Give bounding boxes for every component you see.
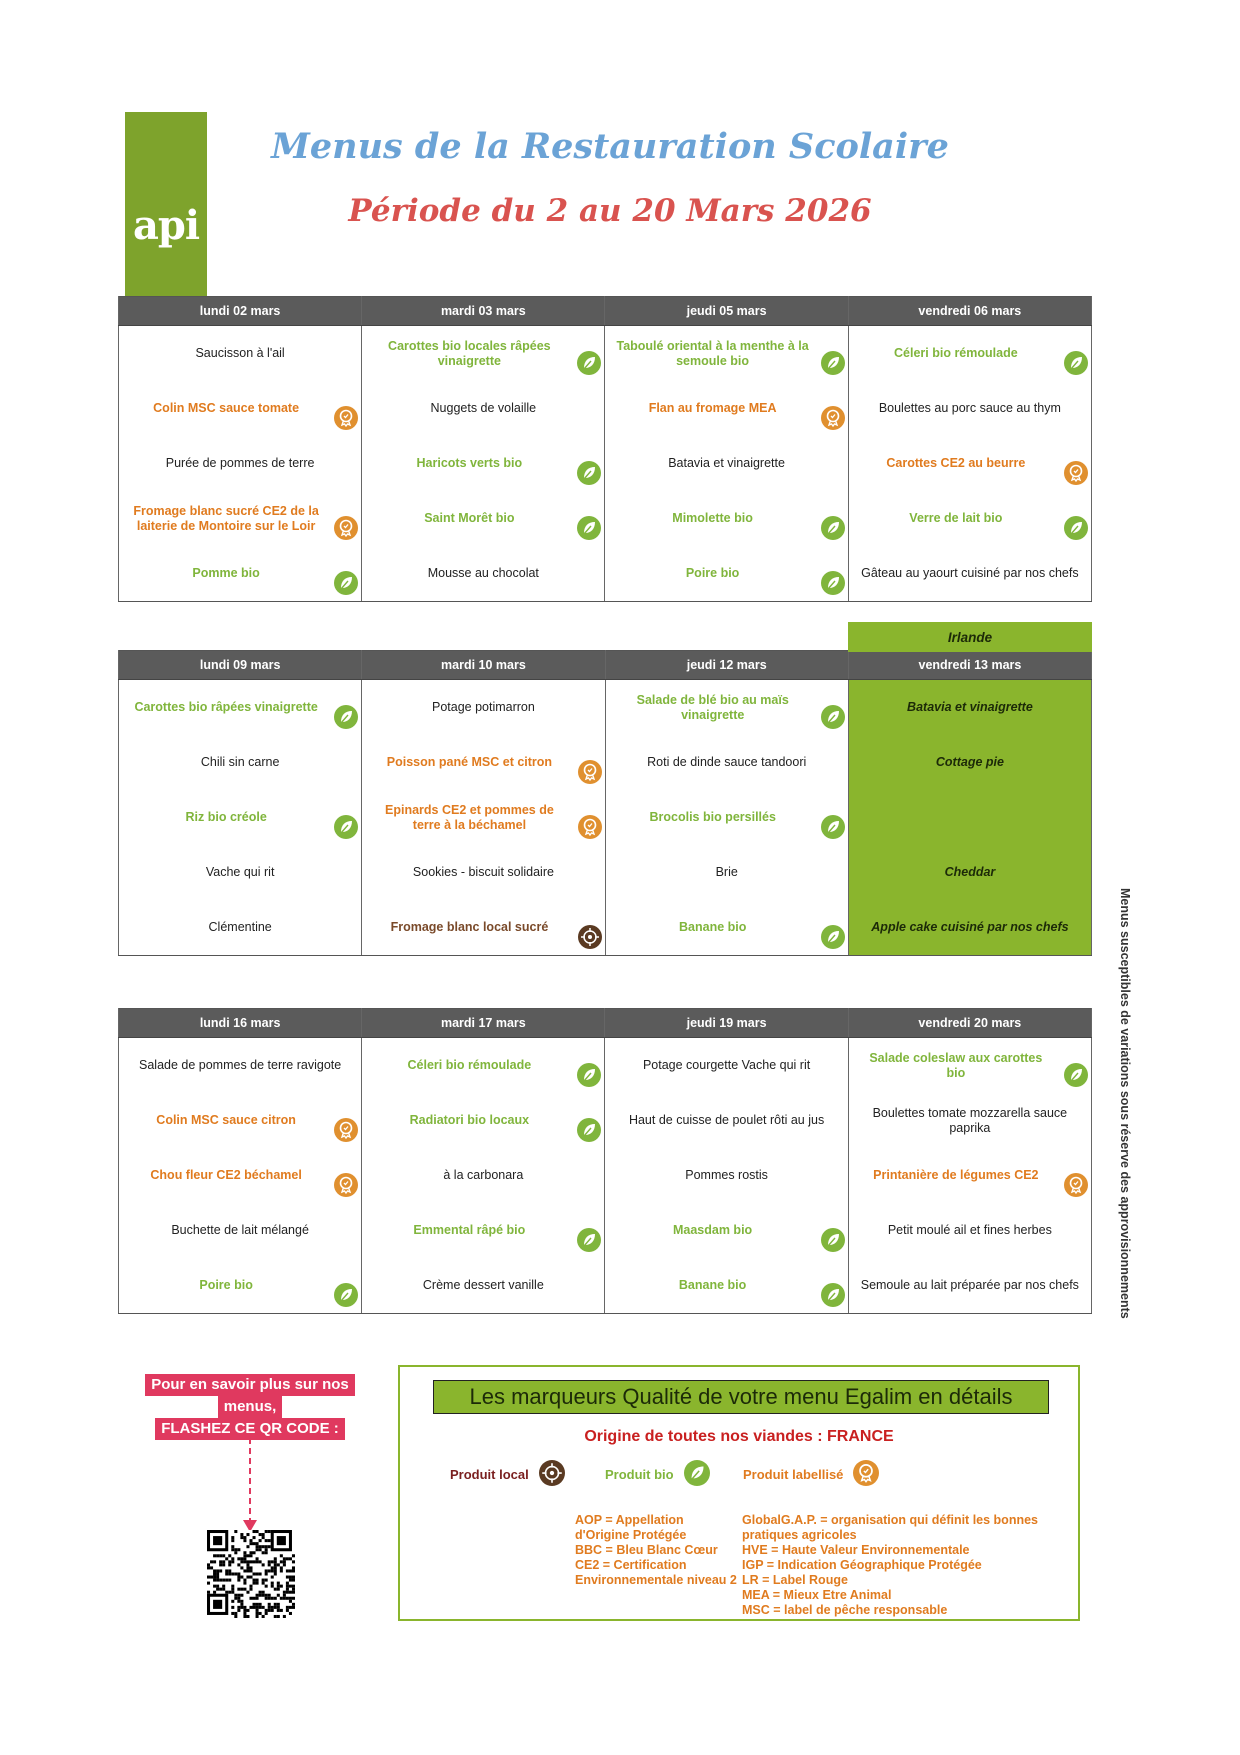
leaf-icon: [334, 705, 358, 729]
leaf-icon: [821, 815, 845, 839]
menu-item: [848, 491, 1091, 546]
menu-item: [362, 1038, 605, 1094]
menu-item: [848, 845, 1091, 900]
meat-origin: Origine de toutes nos viandes : FRANCE: [584, 1428, 894, 1445]
rosette-icon: [1064, 1173, 1088, 1197]
leaf-icon: [334, 1283, 358, 1307]
menu-item: [119, 1203, 362, 1258]
menu-item: [119, 1258, 362, 1314]
leaf-icon: [577, 351, 601, 375]
menu-item-text: Haricots verts bio: [416, 456, 523, 470]
leaf-icon: [684, 1460, 710, 1489]
menu-item-text: Batavia et vinaigrette: [668, 456, 785, 470]
leaf-icon: [821, 705, 845, 729]
abbr-list-right: [742, 1513, 1038, 1618]
menu-item-text: à la carbonara: [443, 1168, 524, 1182]
menu-item: [848, 900, 1091, 956]
leaf-icon: [821, 1283, 845, 1307]
menu-item: [605, 1038, 848, 1094]
abbreviation-line: AOP = Appellation: [575, 1513, 684, 1527]
menu-item: [848, 790, 1091, 845]
menu-item-text: Céleri bio rémoulade: [407, 1058, 532, 1072]
qr-promo: [126, 1374, 374, 1440]
menu-item: [362, 680, 605, 736]
menu-item-text: Flan au fromage MEA: [648, 401, 777, 415]
menu-item-text: Sookies - biscuit solidaire: [412, 865, 554, 879]
day-header: lundi 09 mars: [119, 651, 362, 680]
menu-item-text: Maasdam bio: [672, 1223, 753, 1237]
menu-item-text: Batavia et vinaigrette: [907, 700, 1033, 714]
menu-item-text: Purée de pommes de terre: [165, 456, 315, 470]
menu-item-text: Colin MSC sauce citron: [156, 1113, 296, 1127]
abbreviation-line: IGP = Indication Géographique Protégée: [742, 1558, 982, 1572]
day-header: vendredi 06 mars: [848, 297, 1091, 326]
abbreviation-line: HVE = Haute Valeur Environnementale: [742, 1543, 970, 1557]
abbreviation-line: MEA = Mieux Etre Animal: [742, 1588, 892, 1602]
menu-item-text: Carottes CE2 au beurre: [886, 456, 1026, 470]
week-menu-table: [118, 650, 1092, 956]
menu-item: [362, 1203, 605, 1258]
menu-item: [362, 491, 605, 546]
menu-item-text: Gâteau au yaourt cuisiné par nos chefs: [861, 566, 1079, 580]
menu-item: [848, 381, 1091, 436]
day-header: mardi 03 mars: [362, 297, 605, 326]
period-subtitle: Période du 2 au 20 Mars 2026: [348, 193, 872, 229]
rosette-icon: [334, 516, 358, 540]
menu-item: [119, 900, 362, 956]
leaf-icon: [1064, 516, 1088, 540]
leaf-icon: [821, 571, 845, 595]
menu-item: [119, 680, 362, 736]
menu-item-text: Cheddar: [944, 865, 996, 879]
menu-item: [848, 326, 1091, 382]
menu-item: [848, 1258, 1091, 1314]
menu-item-text: Petit moulé ail et fines herbes: [887, 1223, 1052, 1237]
leaf-icon: [577, 1118, 601, 1142]
menu-item-text: Banane bio: [679, 920, 747, 934]
menu-item: [362, 790, 605, 845]
menu-item-text: Carottes bio râpées vinaigrette: [134, 700, 318, 714]
legend-local-label: Produit local: [450, 1467, 529, 1482]
menu-item-text: Radiatori bio locaux: [409, 1113, 530, 1127]
rosette-icon: [1064, 461, 1088, 485]
menu-item-text: Haut de cuisse de poulet rôti au jus: [628, 1113, 825, 1127]
menu-item: [119, 491, 362, 546]
leaf-icon: [821, 516, 845, 540]
legend-label-label: Produit labellisé: [743, 1467, 844, 1482]
qr-code[interactable]: [207, 1530, 295, 1618]
menu-item: [605, 845, 848, 900]
api-logo: [125, 112, 207, 296]
legend-local: [450, 1460, 565, 1489]
menu-item-text: Vache qui rit: [205, 865, 275, 879]
menu-item: [605, 680, 848, 736]
menu-item: [848, 436, 1091, 491]
menu-item-text: Poire bio: [199, 1278, 253, 1292]
menu-item-text: Potage courgette Vache qui rit: [642, 1058, 811, 1072]
menu-item: [362, 735, 605, 790]
day-header: vendredi 13 mars: [848, 651, 1091, 680]
day-header: mardi 10 mars: [362, 651, 605, 680]
abbr-list-left: [575, 1513, 737, 1588]
menu-item-text: Chili sin carne: [200, 755, 280, 769]
menu-item: [119, 1093, 362, 1148]
menu-item: [605, 326, 848, 382]
abbreviation-line: CE2 = Certification: [575, 1558, 687, 1572]
menu-item: [119, 546, 362, 602]
menu-item-text: Saucisson à l'ail: [195, 346, 285, 360]
menu-item-text: Poire bio: [685, 566, 740, 580]
legend-label: [743, 1460, 879, 1489]
day-header: lundi 16 mars: [119, 1009, 362, 1038]
menu-item: [119, 326, 362, 382]
leaf-icon: [821, 351, 845, 375]
menu-item-text: Taboulé oriental à la menthe à la semoule bio: [616, 338, 809, 368]
menu-item: [362, 900, 605, 956]
menu-item: [119, 436, 362, 491]
leaf-icon: [1064, 351, 1088, 375]
menu-item: [848, 735, 1091, 790]
menu-item: [605, 790, 848, 845]
leaf-icon: [334, 815, 358, 839]
abbreviation-line: BBC = Bleu Blanc Cœur: [575, 1543, 718, 1557]
menu-item: [848, 1203, 1091, 1258]
menu-item: [848, 1038, 1091, 1094]
promo-line-3: FLASHEZ CE QR CODE :: [155, 1418, 345, 1440]
menu-item-text: Fromage blanc sucré CE2 de la laiterie de Montoire sur le Loir: [133, 503, 319, 533]
menu-item-text: Salade de blé bio au maïs vinaigrette: [636, 692, 789, 722]
menu-item: [848, 1093, 1091, 1148]
local-icon: [539, 1460, 565, 1489]
week-menu-table: [118, 296, 1092, 602]
menu-item-text: Roti de dinde sauce tandoori: [647, 755, 807, 769]
menu-item-text: Mousse au chocolat: [427, 566, 539, 580]
menu-item-text: Colin MSC sauce tomate: [153, 401, 300, 415]
day-header: lundi 02 mars: [119, 297, 362, 326]
menu-item-text: Semoule au lait préparée par nos chefs: [860, 1278, 1079, 1292]
menu-item-text: Saint Morêt bio: [424, 511, 515, 525]
menu-item-text: Riz bio créole: [185, 810, 267, 824]
abbreviation-line: pratiques agricoles: [742, 1528, 857, 1542]
leaf-icon: [577, 461, 601, 485]
menu-item-text: Emmental râpé bio: [413, 1223, 526, 1237]
menu-item-text: Céleri bio rémoulade: [894, 346, 1018, 360]
menu-item: [362, 1258, 605, 1314]
local-icon: [578, 925, 602, 949]
menu-item-text: Salade de pommes de terre ravigote: [139, 1058, 342, 1072]
menu-item: [119, 735, 362, 790]
menu-item: [362, 546, 605, 602]
promo-line-2: menus,: [218, 1396, 283, 1418]
menu-item-text: Carottes bio locales râpées vinaigrette: [388, 338, 551, 368]
dashed-arrow: [249, 1438, 254, 1524]
menu-item: [119, 790, 362, 845]
menu-item-text: Salade coleslaw aux carottes bio: [869, 1050, 1043, 1080]
menu-item-text: Boulettes au porc sauce au thym: [878, 401, 1061, 415]
leaf-icon: [577, 1228, 601, 1252]
menu-item: [362, 1148, 605, 1203]
day-header: jeudi 12 mars: [605, 651, 848, 680]
leaf-icon: [821, 925, 845, 949]
menu-item-text: Boulettes tomate mozzarella sauce paprika: [872, 1105, 1068, 1135]
menu-item-text: Verre de lait bio: [909, 511, 1003, 525]
theme-day-label: Irlande: [848, 622, 1092, 652]
menu-item: [848, 546, 1091, 602]
menu-item: [605, 381, 848, 436]
menu-item: [605, 1093, 848, 1148]
abbreviation-line: Environnementale niveau 2: [575, 1573, 737, 1587]
legend-bio: [605, 1460, 710, 1489]
day-header: jeudi 19 mars: [605, 1009, 848, 1038]
rosette-icon: [334, 1173, 358, 1197]
menu-item: [362, 845, 605, 900]
menu-item-text: Pomme bio: [192, 566, 260, 580]
menu-item-text: Printanière de légumes CE2: [873, 1168, 1039, 1182]
leaf-icon: [821, 1228, 845, 1252]
menu-item-text: Brocolis bio persillés: [649, 810, 776, 824]
menu-item-text: Buchette de lait mélangé: [171, 1223, 309, 1237]
menu-item-text: Nuggets de volaille: [430, 401, 537, 415]
menu-item: [362, 326, 605, 382]
logo-text: api: [132, 202, 200, 249]
leaf-icon: [1064, 1063, 1088, 1087]
menu-item: [362, 381, 605, 436]
week-menu-table: [118, 1008, 1092, 1314]
page-title: Menus de la Restauration Scolaire: [271, 126, 949, 167]
rosette-icon: [334, 406, 358, 430]
menu-item: [605, 546, 848, 602]
menu-item: [605, 1203, 848, 1258]
menu-item-text: Brie: [715, 865, 738, 879]
promo-line-1: Pour en savoir plus sur nos: [145, 1374, 355, 1396]
rosette-icon: [334, 1118, 358, 1142]
menu-item-text: Epinards CE2 et pommes de terre à la béchamel: [385, 802, 554, 832]
rosette-icon: [578, 760, 602, 784]
day-header: mardi 17 mars: [362, 1009, 605, 1038]
menu-item: [119, 1038, 362, 1094]
menu-item-text: Chou fleur CE2 béchamel: [150, 1168, 302, 1182]
menu-item-text: Poisson pané MSC et citron: [386, 755, 553, 769]
quality-legend: [398, 1365, 1080, 1621]
menu-item-text: Crème dessert vanille: [422, 1278, 544, 1292]
menu-item-text: Apple cake cuisiné par nos chefs: [871, 920, 1069, 934]
day-header: jeudi 05 mars: [605, 297, 848, 326]
menu-item-text: Mimolette bio: [672, 511, 753, 525]
menu-item: [605, 1258, 848, 1314]
menu-item: [605, 735, 848, 790]
menu-item: [362, 436, 605, 491]
day-header: vendredi 20 mars: [848, 1009, 1091, 1038]
menu-item: [605, 436, 848, 491]
availability-note: Menus susceptibles de variations sous réserve des approvisionnements: [1118, 888, 1132, 1319]
abbreviation-line: LR = Label Rouge: [742, 1573, 848, 1587]
menu-item: [119, 381, 362, 436]
leaf-icon: [577, 516, 601, 540]
leaf-icon: [577, 1063, 601, 1087]
menu-item: [605, 491, 848, 546]
menu-item-text: Fromage blanc local sucré: [390, 920, 549, 934]
rosette-icon: [853, 1460, 879, 1489]
menu-item: [605, 900, 848, 956]
menu-item-text: Pommes rostis: [685, 1168, 768, 1182]
abbreviation-line: d'Origine Protégée: [575, 1528, 687, 1542]
menu-item: [605, 1148, 848, 1203]
menu-item: [119, 1148, 362, 1203]
menu-item: [848, 680, 1091, 736]
menu-item-text: Clémentine: [208, 920, 272, 934]
leaf-icon: [334, 571, 358, 595]
menu-item: [362, 1093, 605, 1148]
menu-item: [848, 1148, 1091, 1203]
menu-item-text: Potage potimarron: [432, 700, 535, 714]
menu-item: [119, 845, 362, 900]
legend-title: Les marqueurs Qualité de votre menu Egalim en détails: [433, 1380, 1049, 1414]
legend-bio-label: Produit bio: [605, 1467, 674, 1482]
rosette-icon: [821, 406, 845, 430]
abbreviation-line: GlobalG.A.P. = organisation qui définit les bonnes: [742, 1513, 1038, 1527]
menu-item-text: Cottage pie: [935, 755, 1004, 769]
rosette-icon: [578, 815, 602, 839]
menu-item-text: Banane bio: [678, 1278, 747, 1292]
abbreviation-line: MSC = label de pêche responsable: [742, 1603, 948, 1617]
